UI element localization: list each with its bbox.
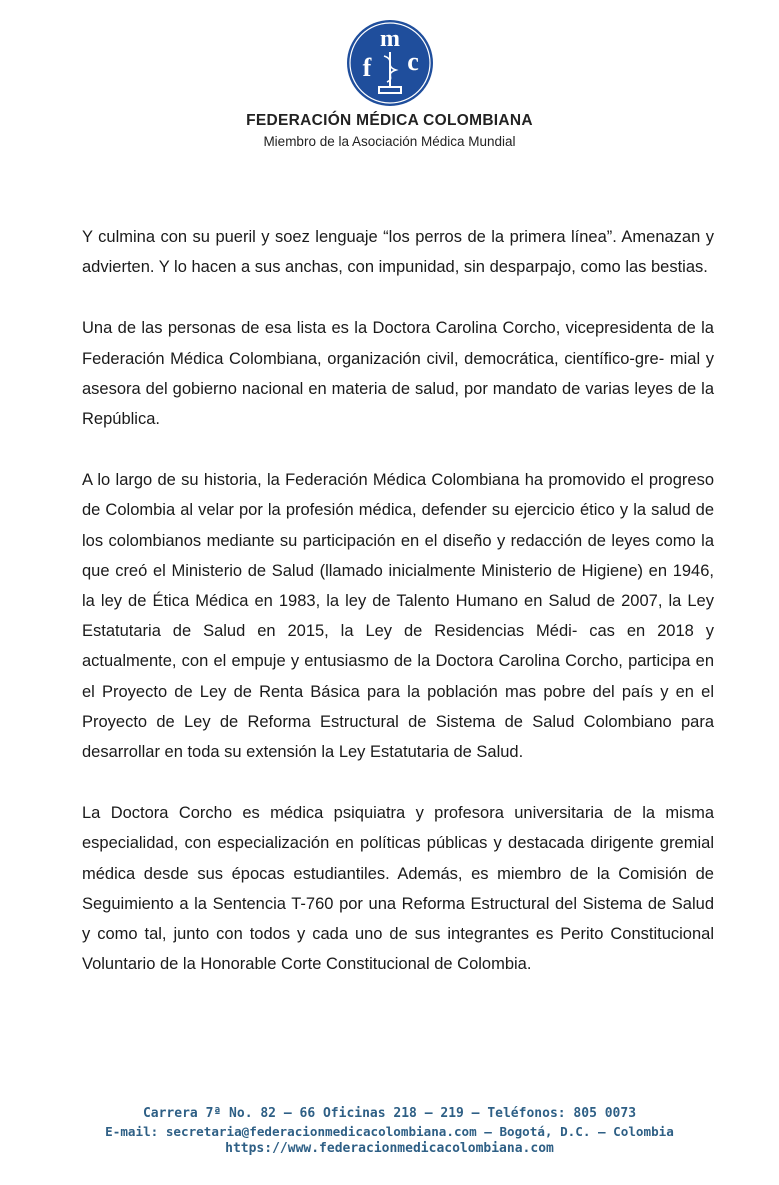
federation-logo-icon bbox=[345, 18, 435, 108]
svg-text:c: c bbox=[406, 47, 419, 76]
body-paragraph: Y culmina con su pueril y soez lenguaje “los perros de la primera línea”. Amenazan y advierten. Y lo hacen a sus anchas, con impunidad, sin desparpajo, como las bestias. bbox=[82, 228, 714, 277]
body-paragraph: Una de las personas de esa lista es la Doctora Carolina Corcho, vicepresidenta de la Federación Médica Colombiana, organización civil, democrática, científico-gre- mial y asesora del gobierno nacional en materia de salud, por mandato de varias leyes de la República. bbox=[82, 319, 714, 429]
body-paragraph: A lo largo de su historia, la Federación Médica Colombiana ha promovido el progreso de Colombia al velar por la profesión médica, defender su ejercicio ético y la salud de los colombianos mediante su participación en el diseño y redacción de leyes como la que creó el Ministerio de Salud (llamado inicialmente Ministerio de Higiene) en 1946, la ley de Ética Médica en 1983, la ley de Talento Humano en Salud de 2007, la Ley Estatutaria de Salud en 2015, la Ley de Residencias Médi- cas en 2018 y actualmente, con el empuje y entusiasmo de la Doctora Carolina Corcho, participa en el Proyecto de Ley de Renta Básica para la población mas pobre del país y en el Proyecto de Ley de Reforma Estructural de Sistema de Salud Colombiano para desarrollar en toda su extensión la Ley Estatutaria de Salud. bbox=[82, 471, 714, 762]
letter-body bbox=[82, 222, 714, 1010]
letterhead bbox=[0, 18, 779, 149]
footer-address: Carrera 7ª No. 82 – 66 Oficinas 218 – 219 – Teléfonos: 805 0073 bbox=[142, 1106, 637, 1121]
footer-email: E-mail: secretaria@federacionmedicacolombiana.com – Bogotá, D.C. – Colombia bbox=[105, 1123, 674, 1139]
svg-text:f: f bbox=[362, 53, 371, 82]
organization-subtitle: Miembro de la Asociación Médica Mundial bbox=[263, 134, 516, 149]
letter-footer bbox=[0, 1105, 779, 1158]
svg-text:m: m bbox=[379, 26, 400, 52]
organization-name: FEDERACIÓN MÉDICA COLOMBIANA bbox=[246, 112, 533, 129]
body-paragraph: La Doctora Corcho es médica psiquiatra y profesora universitaria de la misma especialidad, con especialización en políticas públicas y destacada dirigente gremial médica desde sus épocas estudiantiles. Además, es miembro de la Comisión de Seguimiento a la Sentencia T-760 por una Reforma Estructural del Sistema de Salud y como tal, junto con todos y cada uno de sus integrantes es Perito Constitucional Voluntario de la Honorable Corte Constitucional de Colombia. bbox=[82, 804, 714, 974]
footer-website-link[interactable]: https://www.federacionmedicacolombiana.com bbox=[225, 1141, 554, 1156]
